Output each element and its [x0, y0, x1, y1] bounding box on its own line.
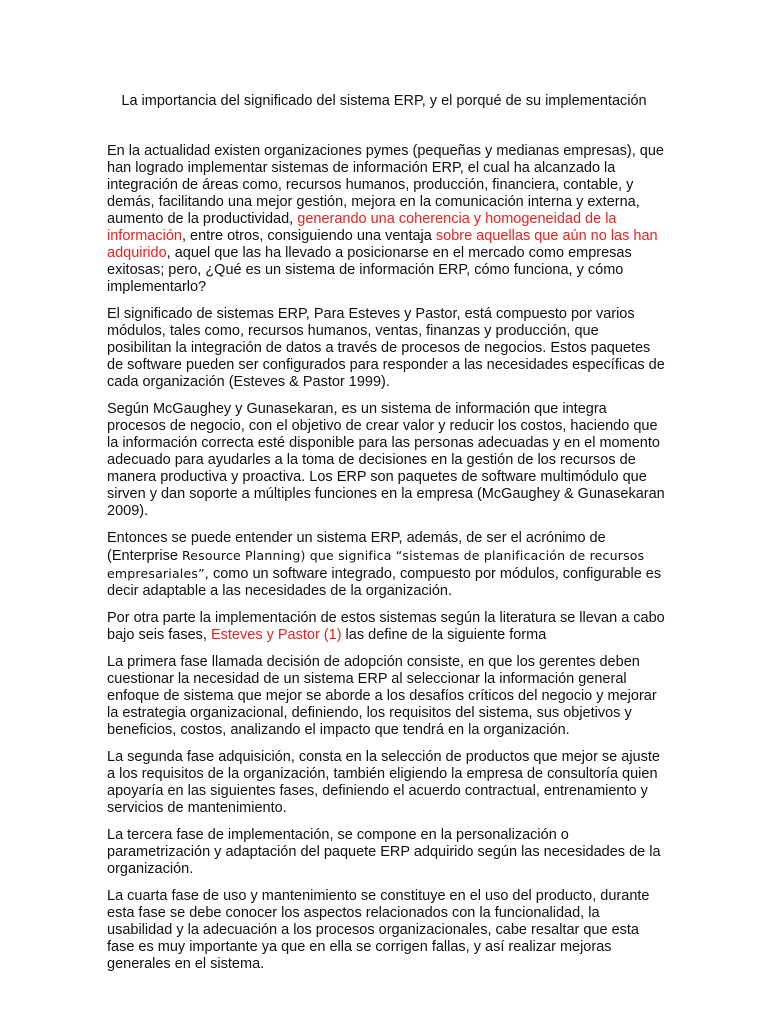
paragraph-phases-intro [107, 610, 667, 644]
paragraph-mcgaughey: Según McGaughey y Gunasekaran, es un sistema de información que integra procesos de negocio, con el objetivo de crear valor y reducir los costos, haciendo que la información correcta esté disponible para las personas adecuadas y en el momento adecuado para ayudarles a la toma de decisiones en la gestión de los recursos de manera productiva y proactiva. Los ERP son paquetes de software multimódulo que sirven y dan soporte a múltiples funciones en la empresa (McGaughey & Gunasekaran 2009). [107, 401, 665, 519]
paragraph-text: En la actualidad existen organizaciones pymes (pequeñas y medianas empresas), que han logrado implementar sistemas de información ERP, el cual ha alcanzado la integración de áreas como, recursos humanos, producción, financiera, contable, y demás, facilitando una mejor gestión, mejora en la comunicación interna y externa, aumento de la productividad, [107, 143, 664, 227]
paragraph-text: , aquel que las ha llevado a posicionarse en el mercado como empresas exitosas; pero, ¿Qué es un sistema de información ERP, cómo funciona, y cómo implementarlo? [107, 245, 632, 295]
citation-link: Esteves y Pastor (1) [210, 627, 342, 643]
paragraph-acronym [107, 530, 667, 600]
document-body [107, 143, 667, 983]
paragraph-phase-1: La primera fase llamada decisión de adopción consiste, en que los gerentes deben cuestionar la necesidad de un sistema ERP al seleccionar la información general enfoque de sistema que mejor se aborde a los desafíos críticos del negocio y mejorar la estrategia organizacional, definiendo, los requisitos del sistema, sus objetivos y beneficios, costos, analizando el impacto que tendrá en la organización. [107, 654, 657, 738]
document-title: La importancia del significado del sistema ERP, y el porqué de su implementación [121, 93, 647, 109]
acronym-definition: Resource Planning) que significa “sistemas de planificación de recursos empresariales”, [107, 548, 645, 581]
paragraph-phase-2: La segunda fase adquisición, consta en la selección de productos que mejor se ajuste a los requisitos de la organización, también eligiendo la empresa de consultoría quien apoyaría en las siguientes fases, definiendo el acuerdo contractual, entrenamiento y servicios de mantenimiento. [107, 749, 660, 816]
paragraph-phase-3: La tercera fase de implementación, se compone en la personalización o parametrización y adaptación del paquete ERP adquirido según las necesidades de la organización. [107, 827, 661, 877]
paragraph-text: Entonces se puede entender un sistema ERP, además, de ser el acrónimo de (Enterprise [107, 530, 606, 564]
paragraph-definition: El significado de sistemas ERP, Para Esteves y Pastor, está compuesto por varios módulos, tales como, recursos humanos, ventas, finanzas y producción, que posibilitan la integración de datos a través de procesos de negocios. Estos paquetes de software pueden ser configurados para responder a las necesidades específicas de cada organización (Esteves & Pastor 1999). [107, 306, 665, 390]
paragraph-intro [107, 143, 667, 296]
highlighted-text: generando una coherencia y homogeneidad de la información [107, 211, 617, 244]
paragraph-phase-4: La cuarta fase de uso y mantenimiento se constituye en el uso del producto, durante esta fase se debe conocer los aspectos relacionados con la funcionalidad, la usabilidad y la adecuación a los procesos organizacionales, cabe resaltar que esta fase es muy importante ya que en ella se corrigen fallas, y así realizar mejoras generales en el sistema. [107, 888, 650, 972]
paragraph-text: , entre otros, consiguiendo una ventaja [181, 228, 436, 244]
highlighted-text: sobre aquellas que aún no las han adquirido [107, 228, 658, 261]
paragraph-text: Por otra parte la implementación de estos sistemas según la literatura se llevan a cabo bajo seis fases, [107, 610, 665, 643]
paragraph-text: como un software integrado, compuesto por módulos, configurable es decir adaptable a las necesidades de la organización. [107, 566, 662, 599]
paragraph-text: las define de la siguiente forma [341, 627, 547, 643]
